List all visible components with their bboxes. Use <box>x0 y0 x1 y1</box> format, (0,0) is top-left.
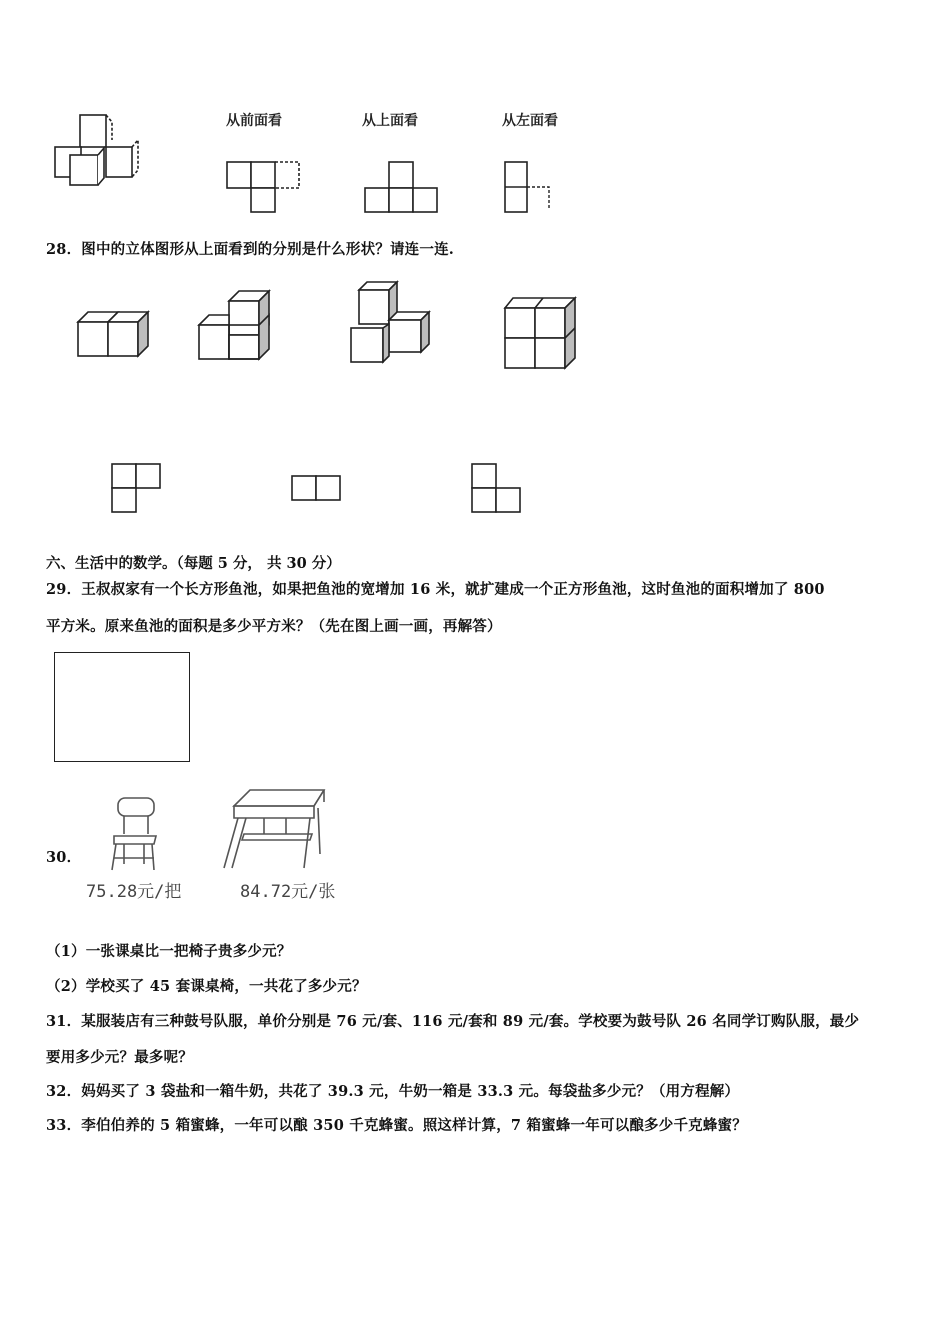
question-30-sub2: （2）学校买了 45 套课桌椅，一共花了多少元？ <box>46 978 367 995</box>
question-33: 33．李伯伯养的 5 箱蜜蜂，一年可以酿 350 千克蜂蜜。照这样计算，7 箱蜜蜂一年可以酿多少千克蜂蜜？ <box>46 1117 747 1134</box>
question-30-number: 30． <box>46 849 82 866</box>
left-view-shape <box>503 160 563 215</box>
view-label-top: 从上面看 <box>362 113 418 129</box>
top-solid-figure <box>50 110 150 190</box>
fish-pond-rectangle[interactable] <box>54 652 190 762</box>
top-view-shape <box>363 160 443 215</box>
q28-solid-4 <box>503 296 583 371</box>
front-view-shape <box>225 160 305 215</box>
chair-price: 75.28元/把 <box>86 882 182 902</box>
question-31-line2: 要用多少元？最多呢？ <box>46 1049 193 1066</box>
q28-solid-3 <box>349 280 439 370</box>
question-32: 32．妈妈买了 3 袋盐和一箱牛奶，共花了 39.3 元，牛奶一箱是 33.3 元。每袋盐多少元？（用方程解） <box>46 1083 740 1100</box>
question-29-line2: 平方米。原来鱼池的面积是多少平方米？（先在图上画一画，再解答） <box>46 618 502 635</box>
q28-view-option-1[interactable] <box>110 462 166 516</box>
desk-image <box>220 784 330 874</box>
question-29-line1: 29．王叔叔家有一个长方形鱼池，如果把鱼池的宽增加 16 米，就扩建成一个正方形鱼池，这时鱼池的面积增加了 800 <box>46 581 825 598</box>
view-label-left: 从左面看 <box>502 113 558 129</box>
desk-price: 84.72元/张 <box>240 882 336 902</box>
q28-solid-2 <box>197 289 277 364</box>
q28-solid-1 <box>76 306 156 361</box>
question-30-sub1: （1）一张课桌比一把椅子贵多少元？ <box>46 943 292 960</box>
question-31-line1: 31．某服装店有三种鼓号队服，单价分别是 76 元/套、116 元/套和 89 元/套。学校要为鼓号队 26 名同学订购队服，最少 <box>46 1013 860 1030</box>
view-label-front: 从前面看 <box>226 113 282 129</box>
section-6-title: 六、生活中的数学。（每题 5 分， 共 30 分） <box>46 555 341 572</box>
q28-view-option-3[interactable] <box>470 462 526 516</box>
q28-view-option-2[interactable] <box>290 474 346 504</box>
chair-image <box>104 794 164 874</box>
question-28: 28．图中的立体图形从上面看到的分别是什么形状？请连一连. <box>46 241 455 258</box>
